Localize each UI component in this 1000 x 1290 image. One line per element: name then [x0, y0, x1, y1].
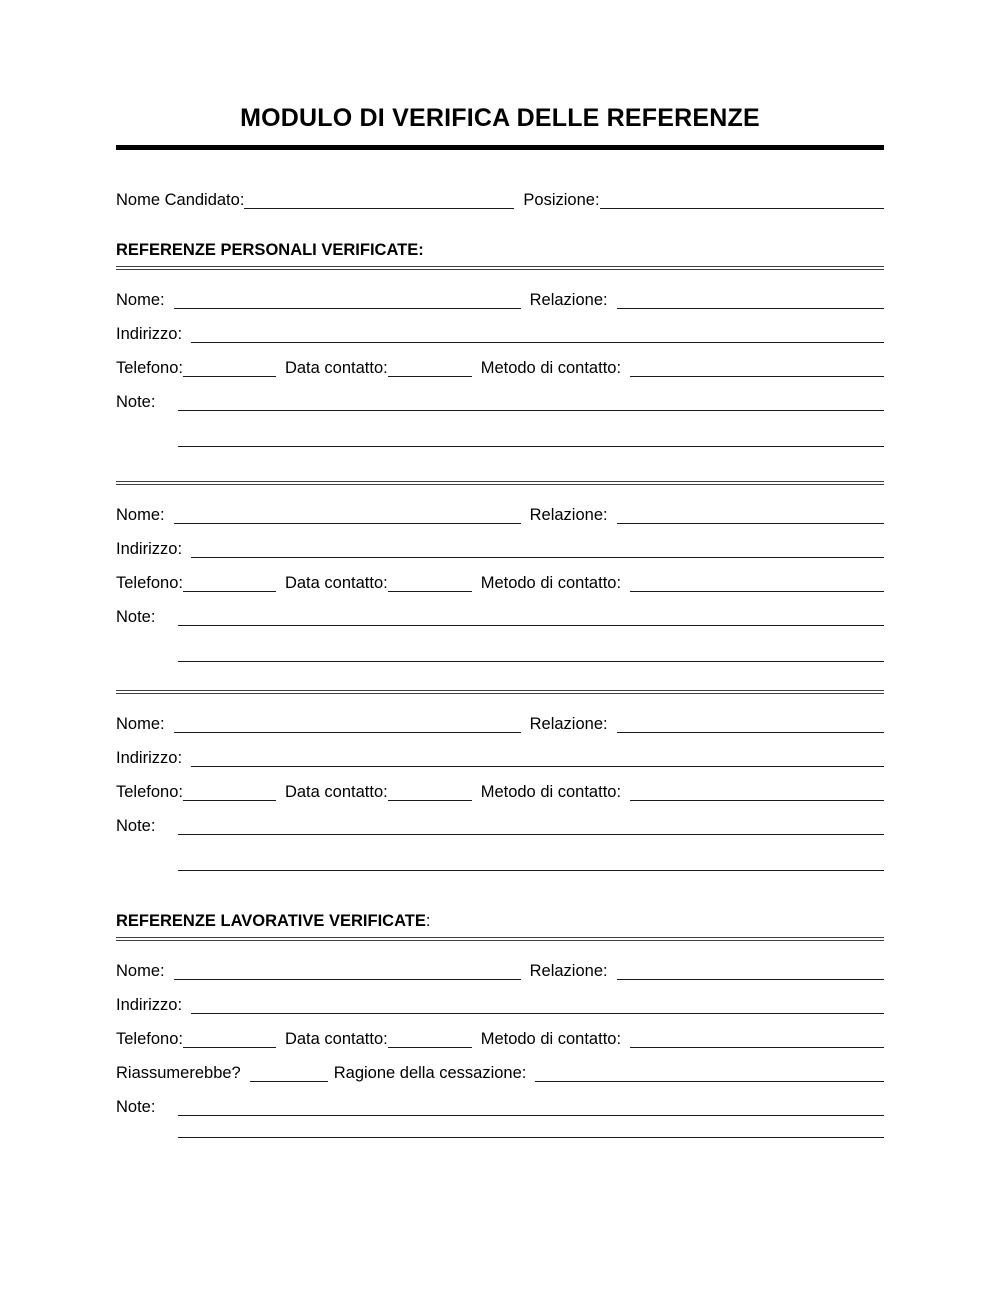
notes-label: Note:: [116, 608, 156, 626]
name-label: Nome:: [116, 715, 165, 733]
contact-row: [116, 782, 884, 802]
contact-row: [116, 358, 884, 378]
contact-method-label: Metodo di contatto:: [480, 359, 622, 377]
contact-method-field[interactable]: [630, 783, 884, 801]
contact-method-field[interactable]: [630, 1030, 884, 1048]
relation-field[interactable]: [617, 506, 884, 524]
contact-row: [116, 573, 884, 593]
address-label: Indirizzo:: [116, 996, 183, 1014]
contact-method-label: Metodo di contatto:: [480, 1030, 622, 1048]
address-field[interactable]: [191, 540, 884, 558]
notes-field-line-1[interactable]: [178, 393, 884, 411]
reference-entry-personal-3: [116, 714, 884, 871]
rehire-field[interactable]: [250, 1064, 328, 1082]
address-row: [116, 324, 884, 344]
page-content: [116, 0, 884, 1138]
notes-field-line-1[interactable]: [178, 1098, 884, 1116]
notes-row: [116, 392, 884, 412]
address-row: [116, 748, 884, 768]
contact-method-label: Metodo di contatto:: [480, 574, 622, 592]
name-relation-row: [116, 714, 884, 734]
contact-date-label: Data contatto:: [284, 574, 388, 592]
termination-reason-label: Ragione della cessazione:: [333, 1064, 527, 1082]
notes-row: [116, 816, 884, 836]
section-heading-employment: [116, 911, 884, 931]
notes-label: Note:: [116, 393, 156, 411]
relation-label: Relazione:: [529, 962, 608, 980]
phone-label: Telefono:: [116, 359, 183, 377]
contact-date-label: Data contatto:: [284, 783, 388, 801]
name-relation-row: [116, 961, 884, 981]
section-heading-employment-colon: :: [425, 912, 431, 930]
phone-field[interactable]: [183, 783, 276, 801]
address-field[interactable]: [191, 749, 884, 767]
candidate-row: [116, 190, 884, 210]
notes-field-line-2[interactable]: [178, 1137, 884, 1138]
contact-date-field[interactable]: [388, 1030, 472, 1048]
relation-field[interactable]: [617, 291, 884, 309]
contact-date-field[interactable]: [388, 359, 472, 377]
notes-row: [116, 1097, 884, 1117]
phone-label: Telefono:: [116, 783, 183, 801]
name-field[interactable]: [174, 715, 521, 733]
relation-label: Relazione:: [529, 506, 608, 524]
phone-field[interactable]: [183, 1030, 276, 1048]
address-label: Indirizzo:: [116, 540, 183, 558]
candidate-name-label: Nome Candidato:: [116, 191, 245, 209]
relation-label: Relazione:: [529, 715, 608, 733]
notes-field-line-1[interactable]: [178, 817, 884, 835]
relation-label: Relazione:: [529, 291, 608, 309]
notes-row: [116, 607, 884, 627]
relation-field[interactable]: [617, 715, 884, 733]
candidate-name-field[interactable]: [244, 191, 514, 209]
contact-date-label: Data contatto:: [284, 1030, 388, 1048]
reference-entry-personal-2: [116, 505, 884, 662]
name-label: Nome:: [116, 962, 165, 980]
phone-field[interactable]: [183, 574, 276, 592]
notes-label: Note:: [116, 1098, 156, 1116]
contact-date-field[interactable]: [388, 574, 472, 592]
reference-entry-personal-1: [116, 290, 884, 447]
phone-label: Telefono:: [116, 574, 183, 592]
address-label: Indirizzo:: [116, 749, 183, 767]
contact-date-label: Data contatto:: [284, 359, 388, 377]
position-field[interactable]: [600, 191, 884, 209]
section-heading-personal: [116, 240, 884, 260]
address-field[interactable]: [191, 325, 884, 343]
rehire-label: Riassumerebbe?: [116, 1064, 241, 1082]
name-field[interactable]: [174, 962, 521, 980]
section-heading-personal-colon: :: [418, 241, 424, 259]
contact-row: [116, 1029, 884, 1049]
contact-method-field[interactable]: [630, 574, 884, 592]
notes-field-line-1[interactable]: [178, 608, 884, 626]
termination-reason-field[interactable]: [535, 1064, 884, 1082]
address-label: Indirizzo:: [116, 325, 183, 343]
section-heading-personal-text: REFERENZE PERSONALI VERIFICATE: [116, 241, 419, 259]
reference-entry-employment-1: [116, 961, 884, 1138]
name-relation-row: [116, 505, 884, 525]
name-label: Nome:: [116, 506, 165, 524]
address-row: [116, 995, 884, 1015]
rehire-row: [116, 1063, 884, 1083]
name-field[interactable]: [174, 506, 521, 524]
notes-label: Note:: [116, 817, 156, 835]
contact-date-field[interactable]: [388, 783, 472, 801]
contact-method-label: Metodo di contatto:: [480, 783, 622, 801]
page-title: MODULO DI VERIFICA DELLE REFERENZE: [240, 104, 760, 132]
contact-method-field[interactable]: [630, 359, 884, 377]
name-label: Nome:: [116, 291, 165, 309]
section-heading-employment-text: REFERENZE LAVORATIVE VERIFICATE: [116, 912, 426, 930]
relation-field[interactable]: [617, 962, 884, 980]
address-field[interactable]: [191, 996, 884, 1014]
phone-label: Telefono:: [116, 1030, 183, 1048]
address-row: [116, 539, 884, 559]
phone-field[interactable]: [183, 359, 276, 377]
position-label: Posizione:: [523, 191, 600, 209]
name-relation-row: [116, 290, 884, 310]
name-field[interactable]: [174, 291, 521, 309]
